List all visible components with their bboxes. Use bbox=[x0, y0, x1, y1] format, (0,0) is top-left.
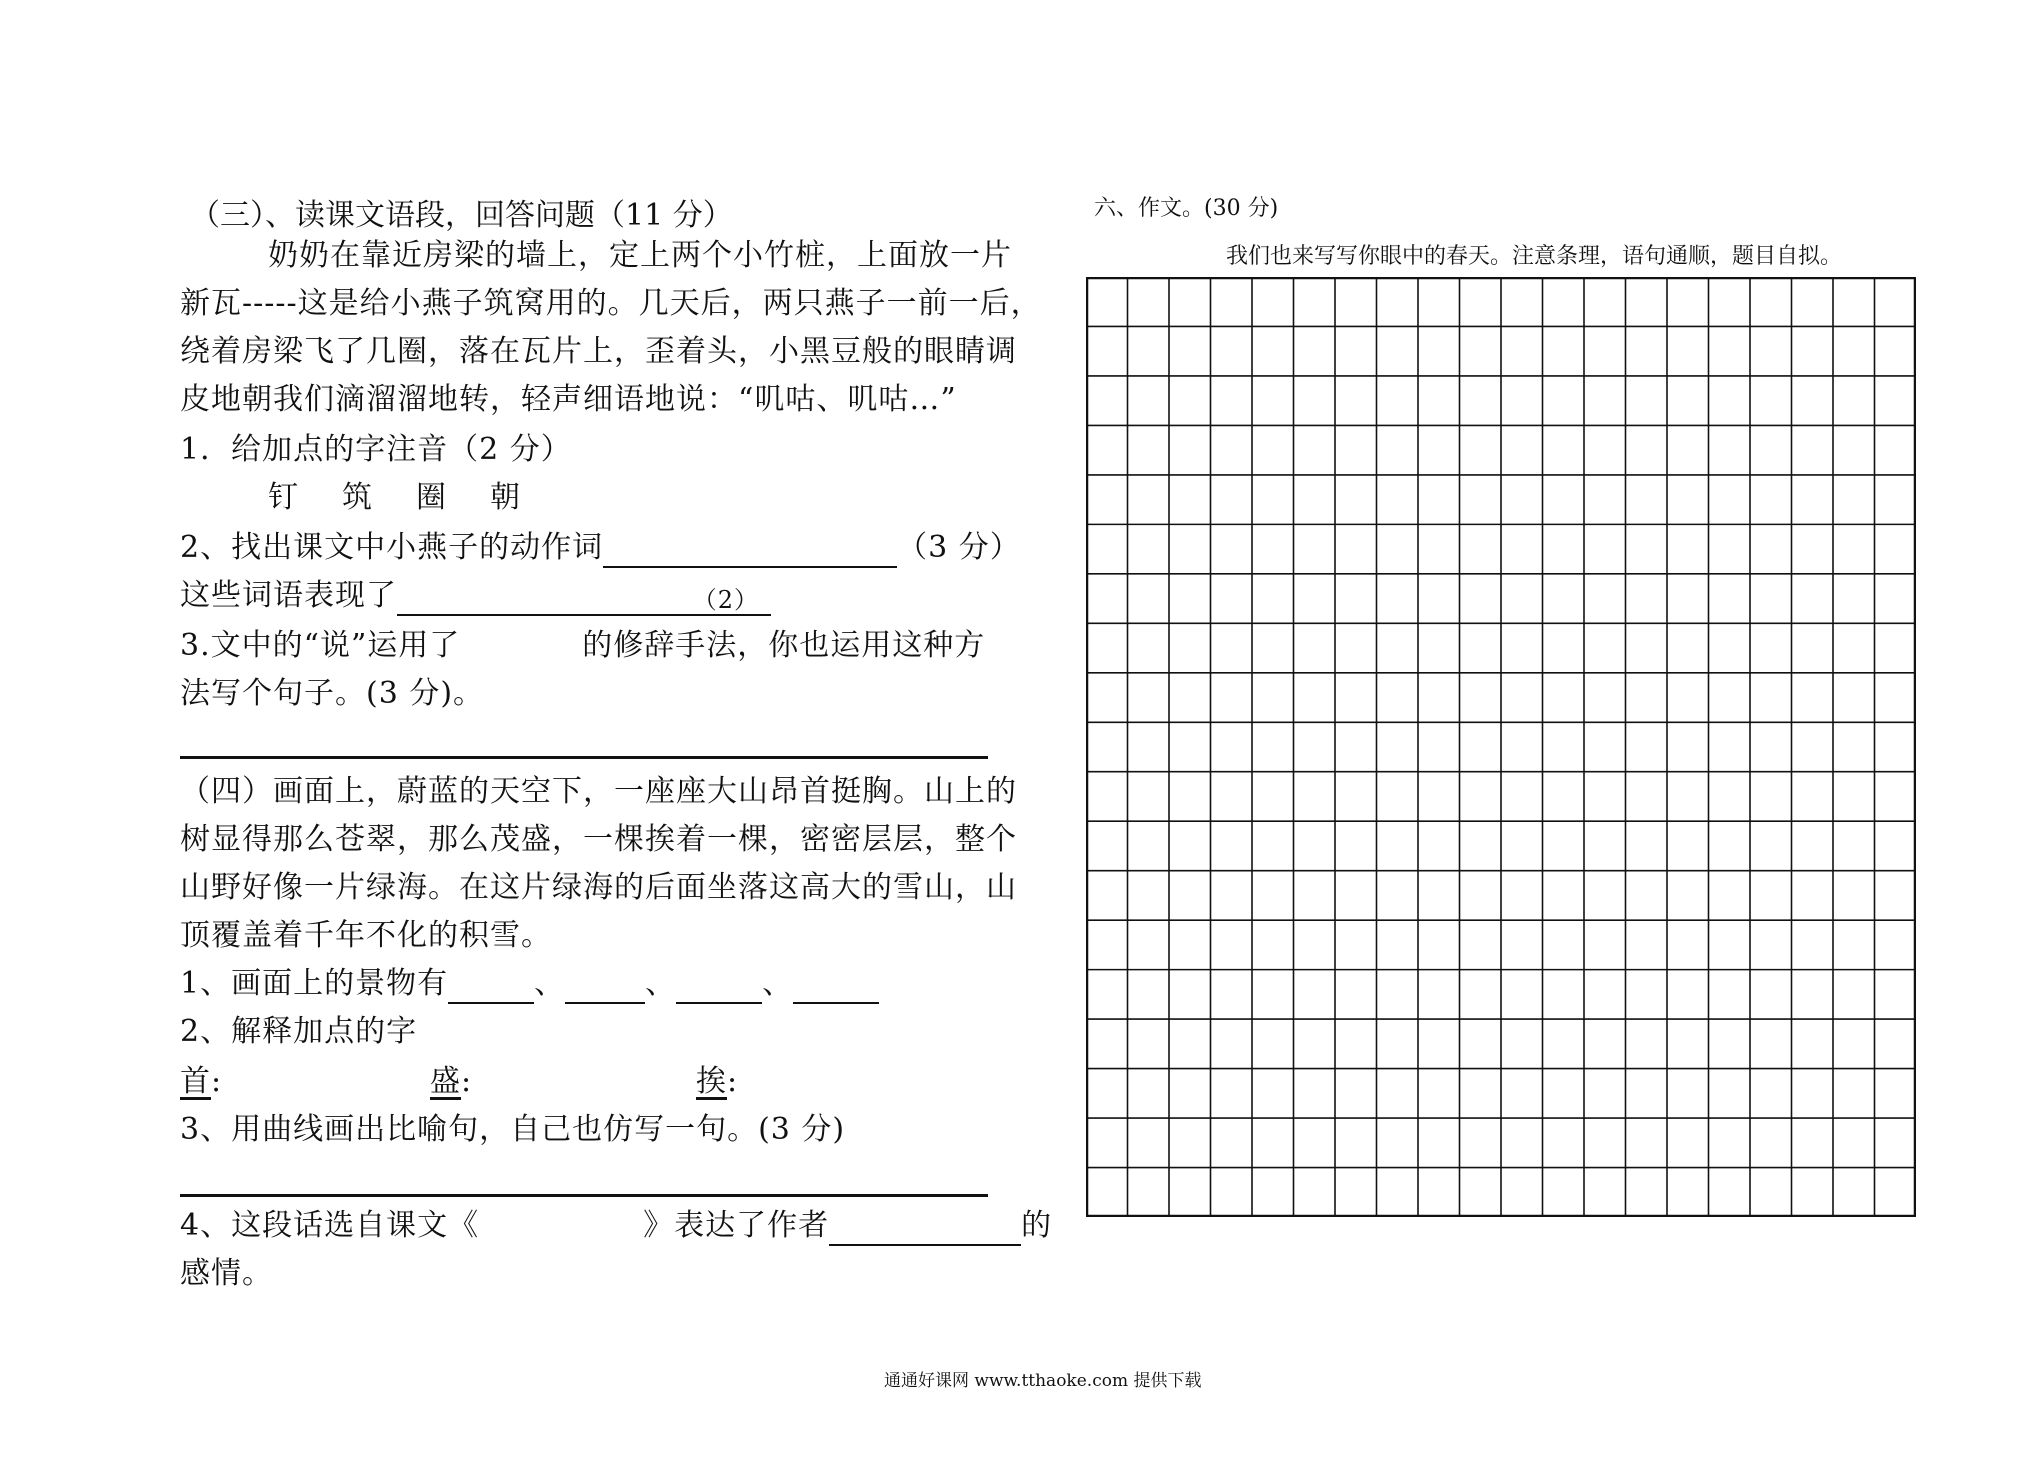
question4-4-text-b: 》表达了作者 bbox=[643, 1208, 830, 1243]
passage4-line-2: 树显得那么苍翠，那么茂盛，一棵挨着一棵，密密层层，整个 bbox=[180, 822, 1017, 857]
passage4-line-1: （四）画面上，蔚蓝的天空下，一座座大山昂首挺胸。山上的 bbox=[180, 774, 1017, 809]
question4-2: 2、解释加点的字 bbox=[180, 1014, 418, 1049]
question3-2b bbox=[180, 576, 771, 616]
question4-4-text-a: 4、这段话选自课文《 bbox=[180, 1208, 480, 1243]
question4-4-text-c: 的 bbox=[1021, 1208, 1053, 1243]
word-shou: 首 bbox=[180, 1064, 211, 1099]
pinyin-char-4: 朝 bbox=[490, 480, 521, 515]
word-item-2 bbox=[430, 1062, 472, 1102]
colon-2: : bbox=[461, 1064, 473, 1099]
answer-blank-scene-2[interactable] bbox=[565, 972, 645, 1004]
question3-3-line1 bbox=[180, 626, 985, 666]
passage3-line-3: 绕着房梁飞了几圈，落在瓦片上，歪着头，小黑豆般的眼睛调 bbox=[180, 334, 1017, 369]
passage3-line-2: 新瓦-----这是给小燕子筑窝用的。几天后，两只燕子一前一后， bbox=[180, 286, 1042, 321]
question4-3: 3、用曲线画出比喻句，自己也仿写一句。(3 分) bbox=[180, 1112, 846, 1147]
section3-title: （三）、读课文语段，回答问题（11 分） bbox=[190, 198, 733, 233]
answer-blank-scene-1[interactable] bbox=[448, 972, 534, 1004]
question3-2 bbox=[180, 528, 1021, 568]
question3-2-score: （3 分） bbox=[897, 530, 1021, 565]
word-sheng: 盛 bbox=[430, 1064, 461, 1099]
question3-3-text-b: 的修辞手法，你也运用这种方 bbox=[582, 628, 986, 663]
question3-1: 1．给加点的字注音（2 分） bbox=[180, 432, 572, 467]
passage4-line-4: 顶覆盖着千年不化的积雪。 bbox=[180, 918, 552, 953]
separator-1: 、 bbox=[534, 966, 566, 1001]
question3-2-text: 2、找出课文中小燕子的动作词 bbox=[180, 530, 604, 565]
word-item-3 bbox=[696, 1062, 738, 1102]
question3-2b-score: （2） bbox=[692, 586, 759, 614]
composition-instruction: 我们也来写写你眼中的春天。注意条理，语句通顺，题目自拟。 bbox=[1226, 244, 1843, 269]
answer-blank-scene-3[interactable] bbox=[676, 972, 762, 1004]
composition-title: 六、作文。(30 分) bbox=[1094, 196, 1279, 221]
answer-blank-action-words[interactable] bbox=[603, 536, 897, 568]
question3-3-line2: 法写个句子。(3 分)。 bbox=[180, 676, 485, 711]
word-item-1 bbox=[180, 1062, 222, 1102]
writing-grid[interactable] bbox=[1086, 277, 1916, 1217]
colon-1: : bbox=[211, 1064, 223, 1099]
question4-1 bbox=[180, 964, 879, 1004]
pinyin-char-1: 钉 bbox=[268, 480, 299, 515]
pinyin-char-2: 筑 bbox=[342, 480, 373, 515]
pinyin-char-3: 圈 bbox=[416, 480, 447, 515]
passage3-line-4: 皮地朝我们滴溜溜地转，轻声细语地说：“叽咕、叽咕…” bbox=[180, 382, 957, 417]
answer-blank-feeling[interactable] bbox=[829, 1214, 1021, 1246]
answer-blank-scene-4[interactable] bbox=[793, 972, 879, 1004]
answer-line-simile[interactable] bbox=[180, 1194, 988, 1197]
question3-3-text-a: 3.文中的“说”运用了 bbox=[180, 628, 461, 663]
question4-4 bbox=[180, 1206, 1052, 1246]
question4-4-line2: 感情。 bbox=[180, 1256, 273, 1291]
answer-blank-shows[interactable] bbox=[397, 584, 771, 616]
question4-1-text: 1、画面上的景物有 bbox=[180, 966, 449, 1001]
footer-credit: 通通好课网 www.tthaoke.com 提供下载 bbox=[884, 1371, 1202, 1391]
separator-2: 、 bbox=[645, 966, 677, 1001]
passage3-line-1: 奶奶在靠近房梁的墙上，定上两个小竹桩，上面放一片 bbox=[268, 238, 1012, 273]
word-ai: 挨 bbox=[696, 1064, 727, 1099]
question3-2b-text: 这些词语表现了 bbox=[180, 578, 397, 613]
colon-3: : bbox=[727, 1064, 739, 1099]
separator-3: 、 bbox=[762, 966, 794, 1001]
answer-line-sentence[interactable] bbox=[180, 756, 988, 759]
passage4-line-3: 山野好像一片绿海。在这片绿海的后面坐落这高大的雪山，山 bbox=[180, 870, 1017, 905]
